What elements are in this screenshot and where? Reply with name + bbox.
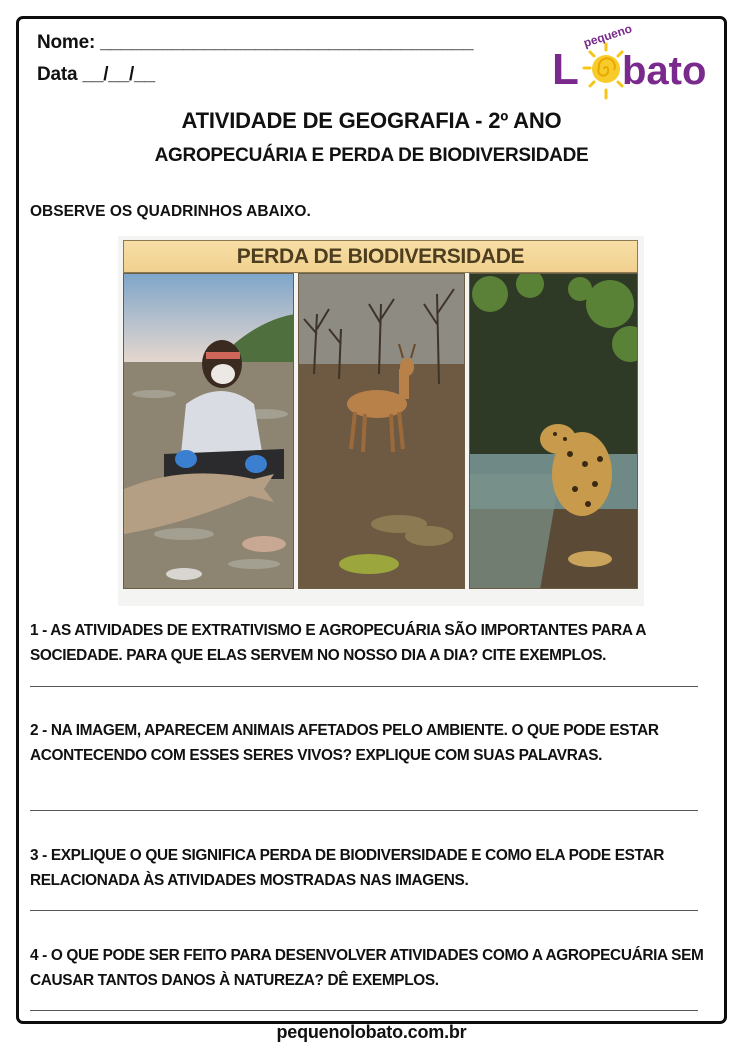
pequeno-lobato-logo (550, 24, 720, 102)
logo-rest-text: bato (622, 49, 707, 93)
footer-website[interactable]: pequenolobato.com.br (276, 1022, 467, 1042)
question-1: 1 - AS ATIVIDADES DE EXTRATIVISMO E AGROPECUÁRIA SÃO IMPORTANTES PARA A SOCIEDADE. PARA QUE ELAS SERVEM NO NOSSO DIA A DIA? CITE EXEMPLOS. (30, 622, 646, 664)
date-field[interactable]: Data __/__/__ (37, 64, 155, 85)
page-subtitle: AGROPECUÁRIA E PERDA DE BIODIVERSIDADE (154, 145, 589, 166)
instruction-text: OBSERVE OS QUADRINHOS ABAIXO. (30, 203, 311, 220)
panel-deforested-land (298, 273, 465, 589)
answer-line-2[interactable] (30, 810, 698, 811)
question-3: 3 - EXPLIQUE O QUE SIGNIFICA PERDA DE BIODIVERSIDADE E COMO ELA PODE ESTAR RELACIONADA ÀS ATIVIDADES MOSTRADAS NAS IMAGENS. (30, 847, 664, 889)
logo-small-text: pequeno (581, 24, 634, 51)
answer-line-1[interactable] (30, 686, 698, 687)
panel-forest-jaguar (469, 273, 638, 589)
question-2: 2 - NA IMAGEM, APARECEM ANIMAIS AFETADOS PELO AMBIENTE. O QUE PODE ESTAR ACONTECENDO COM ESSES SERES VIVOS? EXPLIQUE COM SUAS PALAVRAS. (30, 722, 659, 764)
answer-line-4[interactable] (30, 1010, 698, 1011)
logo-letter-l: L (552, 45, 579, 94)
question-4: 4 - O QUE PODE SER FEITO PARA DESENVOLVER ATIVIDADES COMO A AGROPECUÁRIA SEM CAUSAR TANTOS DANOS À NATUREZA? DÊ EXEMPLOS. (30, 947, 704, 989)
page-title: ATIVIDADE DE GEOGRAFIA - 2º ANO (181, 108, 562, 133)
answer-line-3[interactable] (30, 910, 698, 911)
name-field[interactable]: Nome: ____________________________________ (37, 32, 474, 53)
panel-polluted-river (123, 273, 294, 589)
sun-spiral-icon (584, 44, 622, 98)
illustration-banner: PERDA DE BIODIVERSIDADE (123, 240, 638, 273)
